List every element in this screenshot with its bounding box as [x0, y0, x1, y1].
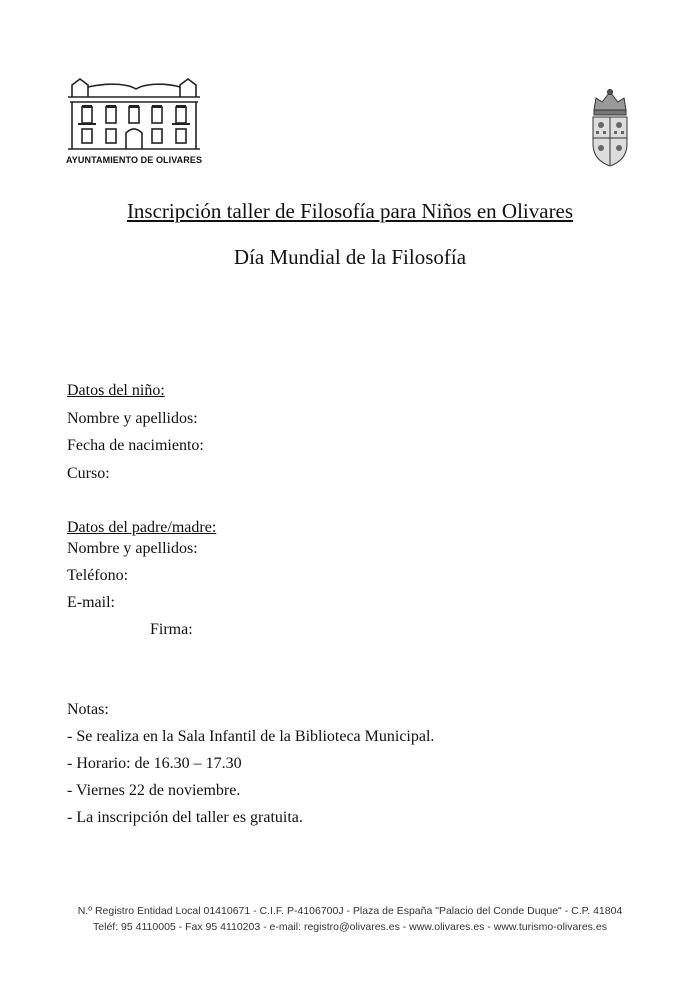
coat-of-arms-icon — [588, 88, 632, 168]
footer-registry-line: N.º Registro Entidad Local 01410671 - C.I.F. P-4106700J - Plaza de España "Palacio del Conde Duque" - C.P. 41804 — [77, 905, 623, 917]
child-section-heading: Datos del niño: — [67, 382, 165, 399]
notes-heading: Notas: — [67, 701, 109, 718]
note-item: - La inscripción del taller es gratuita. — [67, 809, 303, 826]
note-item: - Se realiza en la Sala Infantil de la Biblioteca Municipal. — [67, 728, 435, 745]
ayuntamiento-logo — [66, 75, 202, 171]
parent-email-label: E-mail: — [67, 594, 115, 611]
page-title: Inscripción taller de Filosofía para Niños en Olivares — [126, 199, 574, 223]
parent-section-heading: Datos del padre/madre: — [67, 519, 217, 536]
child-course-label: Curso: — [67, 465, 110, 482]
child-birthdate-label: Fecha de nacimiento: — [67, 437, 204, 454]
note-item: - Horario: de 16.30 – 17.30 — [67, 755, 242, 772]
signature-label: Firma: — [150, 621, 193, 638]
parent-name-label: Nombre y apellidos: — [67, 540, 198, 557]
note-item: - Viernes 22 de noviembre. — [67, 782, 241, 799]
logo-caption: AYUNTAMIENTO DE OLIVARES — [66, 155, 203, 165]
child-name-label: Nombre y apellidos: — [67, 410, 198, 427]
page-subtitle: Día Mundial de la Filosofía — [233, 245, 467, 269]
town-hall-drawing-icon — [66, 75, 202, 153]
parent-phone-label: Teléfono: — [67, 567, 129, 584]
footer-contact-line: Teléf: 95 4110005 - Fax 95 4110203 - e-mail: registro@olivares.es - www.olivares.es - www.turismo-olivares.es — [93, 921, 607, 933]
